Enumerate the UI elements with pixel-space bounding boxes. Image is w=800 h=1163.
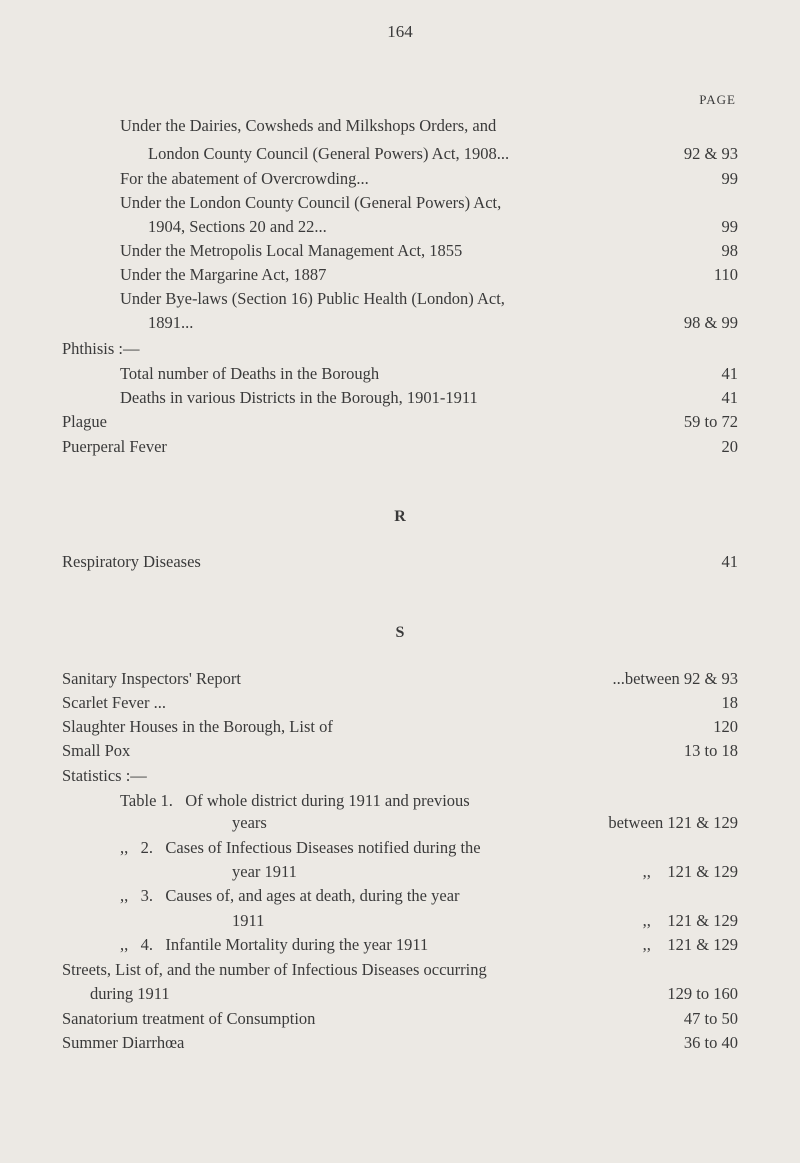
entry-page: 13 to 18 bbox=[683, 741, 738, 760]
section-letter-r: R bbox=[394, 508, 406, 525]
entry-text: 1904, Sections 20 and 22... bbox=[148, 217, 327, 236]
entry-text: ,, 3. Causes of, and ages at death, during the year bbox=[120, 886, 460, 905]
entry-text: Puerperal Fever bbox=[62, 437, 167, 456]
entry-text: Under Bye-laws (Section 16) Public Health (London) Act, bbox=[120, 289, 505, 308]
page-number: 164 bbox=[387, 22, 413, 41]
entry-text: Table 1. Of whole district during 1911 and previous bbox=[120, 791, 470, 810]
page-column-header: PAGE bbox=[699, 92, 736, 107]
entry-text: 1891... bbox=[148, 313, 194, 332]
entry-text: Sanatorium treatment of Consumption bbox=[62, 1009, 316, 1028]
entry-text: ,, 2. Cases of Infectious Diseases notified during the bbox=[120, 838, 481, 857]
entry-page: 41 bbox=[721, 364, 738, 383]
entry-page: 110 bbox=[713, 265, 738, 284]
entry-page: 98 bbox=[721, 241, 738, 260]
entry-page: 18 bbox=[721, 693, 738, 712]
entry-text: Statistics :— bbox=[62, 766, 147, 785]
entry-text: during 1911 bbox=[90, 984, 170, 1003]
entry-page: ,, 121 & 129 bbox=[642, 862, 738, 881]
entry-text: Streets, List of, and the number of Infectious Diseases occurring bbox=[62, 960, 487, 979]
entry-page: 59 to 72 bbox=[683, 412, 738, 431]
entry-text: Slaughter Houses in the Borough, List of bbox=[62, 717, 333, 736]
entry-text: Summer Diarrhœa bbox=[62, 1033, 185, 1052]
entry-text: ,, 4. Infantile Mortality during the year 1911 bbox=[120, 935, 429, 954]
entry-text: Respiratory Diseases bbox=[62, 552, 201, 571]
entry-text: Total number of Deaths in the Borough bbox=[120, 364, 380, 383]
entry-text: Under the London County Council (General Powers) Act, bbox=[120, 193, 502, 212]
entry-text: Sanitary Inspectors' Report bbox=[62, 669, 241, 688]
entry-text: London County Council (General Powers) Act, 1908... bbox=[148, 144, 510, 163]
entry-page: 36 to 40 bbox=[683, 1033, 738, 1052]
entry-page: 129 to 160 bbox=[667, 984, 738, 1003]
entry-text: years bbox=[232, 813, 267, 832]
entry-text: Under the Dairies, Cowsheds and Milkshops Orders, and bbox=[120, 116, 497, 135]
entry-text: Under the Margarine Act, 1887 bbox=[120, 265, 327, 284]
entry-page: ,, 121 & 129 bbox=[642, 935, 738, 954]
entry-page: 99 bbox=[721, 169, 738, 188]
entry-page: 92 & 93 bbox=[683, 144, 738, 163]
entry-text: Deaths in various Districts in the Borough, 1901-1911 bbox=[120, 388, 478, 407]
entry-page: ,, 121 & 129 bbox=[642, 911, 738, 930]
entry-text: For the abatement of Overcrowding... bbox=[120, 169, 369, 188]
entry-text: Phthisis :— bbox=[62, 339, 140, 358]
entry-text: Plague bbox=[62, 412, 107, 431]
entry-page: 47 to 50 bbox=[683, 1009, 738, 1028]
entry-page: 99 bbox=[721, 217, 738, 236]
entry-page: ...between 92 & 93 bbox=[612, 669, 738, 688]
entry-text: 1911 bbox=[232, 911, 265, 930]
entry-page: 20 bbox=[721, 437, 738, 456]
entry-text: Scarlet Fever ... bbox=[62, 693, 167, 712]
entry-page: between 121 & 129 bbox=[608, 813, 738, 832]
entry-page: 41 bbox=[721, 388, 738, 407]
entry-page: 120 bbox=[713, 717, 738, 736]
entry-text: Under the Metropolis Local Management Act, 1855 bbox=[120, 241, 463, 260]
entry-text: year 1911 bbox=[232, 862, 297, 881]
entry-page: 41 bbox=[721, 552, 738, 571]
entry-text: Small Pox bbox=[62, 741, 131, 760]
entry-page: 98 & 99 bbox=[683, 313, 738, 332]
section-letter-s: S bbox=[395, 624, 405, 641]
